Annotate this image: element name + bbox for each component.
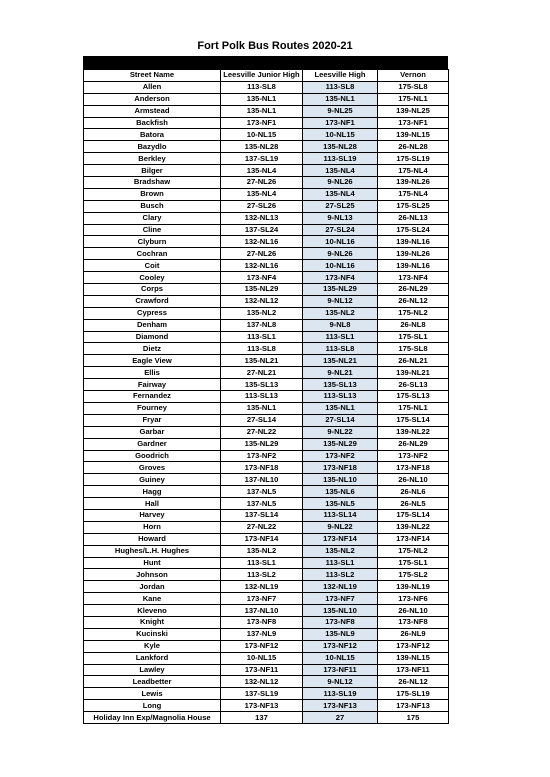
- table-row: [84, 81, 449, 93]
- junior-high-route-cell: 137-NL5: [221, 486, 303, 498]
- street-name-cell: Denham: [84, 319, 221, 331]
- vernon-route-cell: 175-SL1: [378, 557, 449, 569]
- table-row: [84, 319, 449, 331]
- vernon-route-cell: 26-NL21: [378, 355, 449, 367]
- table-row: [84, 93, 449, 105]
- junior-high-route-cell: 135-NL29: [221, 438, 303, 450]
- high-school-route-cell: 135-NL21: [303, 355, 378, 367]
- street-name-cell: Gardner: [84, 438, 221, 450]
- junior-high-route-cell: 137-NL10: [221, 605, 303, 617]
- high-school-route-cell: 113-SL2: [303, 569, 378, 581]
- junior-high-route-cell: 135-NL4: [221, 188, 303, 200]
- high-school-route-cell: 173-NF18: [303, 462, 378, 474]
- vernon-route-cell: 175-SL8: [378, 343, 449, 355]
- street-name-cell: Knight: [84, 616, 221, 628]
- high-school-route-cell: 173-NF7: [303, 593, 378, 605]
- vernon-route-cell: 175-SL13: [378, 391, 449, 403]
- junior-high-route-cell: 137-SL19: [221, 688, 303, 700]
- page-title: Fort Polk Bus Routes 2020-21: [197, 40, 353, 52]
- vernon-route-cell: 139-NL21: [378, 367, 449, 379]
- vernon-route-cell: 173-NF14: [378, 533, 449, 545]
- vernon-route-cell: 175-SL14: [378, 509, 449, 521]
- junior-high-route-cell: 173-NF18: [221, 462, 303, 474]
- high-school-route-cell: 173-NF11: [303, 664, 378, 676]
- high-school-route-cell: 10-NL16: [303, 260, 378, 272]
- street-name-cell: Cooley: [84, 272, 221, 284]
- table-row: [84, 545, 449, 557]
- street-name-cell: Hall: [84, 498, 221, 510]
- table-row: [84, 153, 449, 165]
- vernon-route-cell: 139-NL22: [378, 521, 449, 533]
- vernon-route-cell: 139-NL16: [378, 260, 449, 272]
- table-row: [84, 557, 449, 569]
- vernon-route-cell: 26-NL13: [378, 212, 449, 224]
- table-row: [84, 605, 449, 617]
- junior-high-route-cell: 113-SL13: [221, 391, 303, 403]
- vernon-route-cell: 173-NF18: [378, 462, 449, 474]
- street-name-cell: Berkley: [84, 153, 221, 165]
- high-school-route-cell: 9-NL21: [303, 367, 378, 379]
- junior-high-route-cell: 113-SL2: [221, 569, 303, 581]
- street-name-cell: Allen: [84, 81, 221, 93]
- table-row: [84, 533, 449, 545]
- street-name-cell: Goodrich: [84, 450, 221, 462]
- table-row: [84, 165, 449, 177]
- junior-high-route-cell: 27-SL26: [221, 200, 303, 212]
- table-row: [84, 521, 449, 533]
- header-row: [84, 70, 449, 82]
- high-school-route-cell: 135-NL10: [303, 474, 378, 486]
- street-name-cell: Lankford: [84, 652, 221, 664]
- high-school-route-cell: 173-NF8: [303, 616, 378, 628]
- junior-high-route-cell: 27-NL26: [221, 177, 303, 189]
- table-row: [84, 177, 449, 189]
- street-name-cell: Leadbetter: [84, 676, 221, 688]
- street-name-cell: Fryar: [84, 414, 221, 426]
- vernon-route-cell: 26-NL29: [378, 284, 449, 296]
- vernon-route-cell: 175-NL4: [378, 165, 449, 177]
- table-row: [84, 224, 449, 236]
- junior-high-route-cell: 173-NF11: [221, 664, 303, 676]
- table-row: [84, 272, 449, 284]
- high-school-route-cell: 9-NL22: [303, 521, 378, 533]
- street-name-cell: Brown: [84, 188, 221, 200]
- vernon-route-cell: 26-NL10: [378, 474, 449, 486]
- table-row: [84, 450, 449, 462]
- high-school-route-cell: 10-NL16: [303, 236, 378, 248]
- vernon-route-cell: 139-NL26: [378, 177, 449, 189]
- junior-high-route-cell: 132-NL16: [221, 260, 303, 272]
- vernon-route-cell: 175-NL2: [378, 545, 449, 557]
- high-school-route-cell: 9-NL12: [303, 295, 378, 307]
- junior-high-route-cell: 113-SL8: [221, 343, 303, 355]
- table-row: [84, 402, 449, 414]
- high-school-route-cell: 9-NL13: [303, 212, 378, 224]
- junior-high-route-cell: 27-NL21: [221, 367, 303, 379]
- table-row: [84, 391, 449, 403]
- street-name-cell: Groves: [84, 462, 221, 474]
- junior-high-route-cell: 27-NL22: [221, 521, 303, 533]
- street-name-cell: Eagle View: [84, 355, 221, 367]
- table-row: [84, 367, 449, 379]
- header-black-bar: [83, 56, 448, 69]
- vernon-route-cell: 139-NL16: [378, 236, 449, 248]
- table-row: [84, 664, 449, 676]
- high-school-route-cell: 113-SL1: [303, 557, 378, 569]
- junior-high-route-cell: 10-NL15: [221, 652, 303, 664]
- table-row: [84, 355, 449, 367]
- vernon-route-cell: 26-NL8: [378, 319, 449, 331]
- junior-high-route-cell: 132-NL16: [221, 236, 303, 248]
- vernon-route-cell: 173-NF11: [378, 664, 449, 676]
- table-row: [84, 331, 449, 343]
- street-name-cell: Busch: [84, 200, 221, 212]
- street-name-cell: Garbar: [84, 426, 221, 438]
- junior-high-route-cell: 132-NL12: [221, 295, 303, 307]
- street-name-cell: Cochran: [84, 248, 221, 260]
- junior-high-route-cell: 173-NF12: [221, 640, 303, 652]
- street-name-cell: Kane: [84, 593, 221, 605]
- vernon-route-cell: 175-NL1: [378, 93, 449, 105]
- junior-high-route-cell: 137-SL19: [221, 153, 303, 165]
- street-name-cell: Anderson: [84, 93, 221, 105]
- junior-high-route-cell: 135-NL21: [221, 355, 303, 367]
- street-name-cell: Holiday Inn Exp/Magnolia House: [84, 712, 221, 724]
- table-row: [84, 652, 449, 664]
- junior-high-route-cell: 173-NF8: [221, 616, 303, 628]
- junior-high-route-cell: 27-SL14: [221, 414, 303, 426]
- street-name-cell: Hunt: [84, 557, 221, 569]
- high-school-route-cell: 113-SL8: [303, 81, 378, 93]
- table-row: [84, 569, 449, 581]
- table-row: [84, 498, 449, 510]
- street-name-cell: Batora: [84, 129, 221, 141]
- street-name-cell: Harvey: [84, 509, 221, 521]
- street-name-cell: Fernandez: [84, 391, 221, 403]
- vernon-route-cell: 175-SL24: [378, 224, 449, 236]
- high-school-route-cell: 27-SL14: [303, 414, 378, 426]
- vernon-route-cell: 173-NF12: [378, 640, 449, 652]
- junior-high-route-cell: 173-NF1: [221, 117, 303, 129]
- junior-high-route-cell: 137-NL10: [221, 474, 303, 486]
- high-school-route-cell: 113-SL8: [303, 343, 378, 355]
- high-school-route-cell: 113-SL1: [303, 331, 378, 343]
- junior-high-route-cell: 137-SL24: [221, 224, 303, 236]
- vernon-route-cell: 173-NF2: [378, 450, 449, 462]
- street-name-cell: Lewis: [84, 688, 221, 700]
- table-row: [84, 616, 449, 628]
- junior-high-route-cell: 113-SL1: [221, 557, 303, 569]
- vernon-route-cell: 26-NL5: [378, 498, 449, 510]
- table-row: [84, 438, 449, 450]
- vernon-route-cell: 26-NL12: [378, 295, 449, 307]
- vernon-route-cell: 175: [378, 712, 449, 724]
- high-school-route-cell: 9-NL22: [303, 426, 378, 438]
- vernon-route-cell: 173-NF1: [378, 117, 449, 129]
- street-name-cell: Armstead: [84, 105, 221, 117]
- high-school-route-cell: 135-NL5: [303, 498, 378, 510]
- junior-high-route-cell: 135-SL13: [221, 379, 303, 391]
- junior-high-route-cell: 173-NF4: [221, 272, 303, 284]
- table-row: [84, 212, 449, 224]
- bus-routes-table: [83, 69, 449, 724]
- high-school-route-cell: 27-SL24: [303, 224, 378, 236]
- street-name-cell: Kyle: [84, 640, 221, 652]
- junior-high-route-cell: 173-NF13: [221, 700, 303, 712]
- street-name-cell: Jordan: [84, 581, 221, 593]
- table-row: [84, 509, 449, 521]
- junior-high-route-cell: 27-NL22: [221, 426, 303, 438]
- junior-high-route-cell: 132-NL13: [221, 212, 303, 224]
- street-name-cell: Diamond: [84, 331, 221, 343]
- table-row: [84, 200, 449, 212]
- table-row: [84, 414, 449, 426]
- street-name-cell: Crawford: [84, 295, 221, 307]
- junior-high-route-cell: 135-NL4: [221, 165, 303, 177]
- high-school-route-cell: 173-NF4: [303, 272, 378, 284]
- table-row: [84, 486, 449, 498]
- street-name-cell: Hughes/L.H. Hughes: [84, 545, 221, 557]
- junior-high-route-cell: 113-SL8: [221, 81, 303, 93]
- high-school-route-cell: 135-NL4: [303, 165, 378, 177]
- street-name-cell: Ellis: [84, 367, 221, 379]
- vernon-route-cell: 139-NL19: [378, 581, 449, 593]
- high-school-route-cell: 135-NL28: [303, 141, 378, 153]
- table-row: [84, 284, 449, 296]
- table-row: [84, 117, 449, 129]
- junior-high-route-cell: 173-NF14: [221, 533, 303, 545]
- junior-high-route-cell: 135-NL1: [221, 402, 303, 414]
- street-name-cell: Dietz: [84, 343, 221, 355]
- table-row: [84, 474, 449, 486]
- vernon-route-cell: 139-NL26: [378, 248, 449, 260]
- table-row: [84, 462, 449, 474]
- high-school-route-cell: 10-NL15: [303, 652, 378, 664]
- high-school-route-cell: 135-NL1: [303, 402, 378, 414]
- street-name-cell: Lawley: [84, 664, 221, 676]
- vernon-route-cell: 26-NL29: [378, 438, 449, 450]
- vernon-route-cell: 173-NF4: [378, 272, 449, 284]
- vernon-route-cell: 26-NL12: [378, 676, 449, 688]
- vernon-route-cell: 175-SL25: [378, 200, 449, 212]
- street-name-cell: Guiney: [84, 474, 221, 486]
- column-header-leesville-junior-high: Leesville Junior High: [221, 70, 303, 82]
- table-row: [84, 343, 449, 355]
- vernon-route-cell: 175-NL2: [378, 307, 449, 319]
- junior-high-route-cell: 135-NL1: [221, 105, 303, 117]
- high-school-route-cell: 135-NL2: [303, 307, 378, 319]
- junior-high-route-cell: 135-NL28: [221, 141, 303, 153]
- junior-high-route-cell: 10-NL15: [221, 129, 303, 141]
- junior-high-route-cell: 132-NL19: [221, 581, 303, 593]
- high-school-route-cell: 173-NF2: [303, 450, 378, 462]
- table-row: [84, 260, 449, 272]
- high-school-route-cell: 135-NL29: [303, 284, 378, 296]
- vernon-route-cell: 139-NL22: [378, 426, 449, 438]
- street-name-cell: Backfish: [84, 117, 221, 129]
- column-header-street-name: Street Name: [84, 70, 221, 82]
- street-name-cell: Clyburn: [84, 236, 221, 248]
- street-name-cell: Clary: [84, 212, 221, 224]
- street-name-cell: Howard: [84, 533, 221, 545]
- table-row: [84, 141, 449, 153]
- street-name-cell: Coit: [84, 260, 221, 272]
- junior-high-route-cell: 113-SL1: [221, 331, 303, 343]
- street-name-cell: Fairway: [84, 379, 221, 391]
- vernon-route-cell: 175-SL2: [378, 569, 449, 581]
- junior-high-route-cell: 137-NL8: [221, 319, 303, 331]
- high-school-route-cell: 113-SL14: [303, 509, 378, 521]
- junior-high-route-cell: 173-NF7: [221, 593, 303, 605]
- table-row: [84, 129, 449, 141]
- high-school-route-cell: 9-NL25: [303, 105, 378, 117]
- high-school-route-cell: 113-SL19: [303, 153, 378, 165]
- table-row: [84, 593, 449, 605]
- street-name-cell: Cline: [84, 224, 221, 236]
- junior-high-route-cell: 135-NL2: [221, 545, 303, 557]
- high-school-route-cell: 27-SL25: [303, 200, 378, 212]
- street-name-cell: Horn: [84, 521, 221, 533]
- vernon-route-cell: 26-NL10: [378, 605, 449, 617]
- junior-high-route-cell: 135-NL1: [221, 93, 303, 105]
- high-school-route-cell: 135-NL1: [303, 93, 378, 105]
- bus-routes-table-container: [83, 56, 448, 724]
- high-school-route-cell: 27: [303, 712, 378, 724]
- high-school-route-cell: 173-NF1: [303, 117, 378, 129]
- street-name-cell: Kucinski: [84, 628, 221, 640]
- high-school-route-cell: 9-NL8: [303, 319, 378, 331]
- street-name-cell: Long: [84, 700, 221, 712]
- junior-high-route-cell: 137-NL9: [221, 628, 303, 640]
- table-row: [84, 307, 449, 319]
- vernon-route-cell: 26-NL28: [378, 141, 449, 153]
- vernon-route-cell: 175-NL1: [378, 402, 449, 414]
- high-school-route-cell: 132-NL19: [303, 581, 378, 593]
- high-school-route-cell: 135-NL6: [303, 486, 378, 498]
- vernon-route-cell: 26-SL13: [378, 379, 449, 391]
- table-row: [84, 426, 449, 438]
- vernon-route-cell: 175-NL4: [378, 188, 449, 200]
- junior-high-route-cell: 173-NF2: [221, 450, 303, 462]
- high-school-route-cell: 113-SL19: [303, 688, 378, 700]
- vernon-route-cell: 139-NL25: [378, 105, 449, 117]
- high-school-route-cell: 173-NF14: [303, 533, 378, 545]
- table-row: [84, 688, 449, 700]
- high-school-route-cell: 135-NL2: [303, 545, 378, 557]
- table-body: [84, 81, 449, 723]
- table-row: [84, 379, 449, 391]
- vernon-route-cell: 175-SL1: [378, 331, 449, 343]
- street-name-cell: Corps: [84, 284, 221, 296]
- vernon-route-cell: 173-NF8: [378, 616, 449, 628]
- junior-high-route-cell: 27-NL26: [221, 248, 303, 260]
- high-school-route-cell: 10-NL15: [303, 129, 378, 141]
- high-school-route-cell: 135-NL10: [303, 605, 378, 617]
- junior-high-route-cell: 135-NL29: [221, 284, 303, 296]
- street-name-cell: Fourney: [84, 402, 221, 414]
- table-row: [84, 581, 449, 593]
- table-row: [84, 712, 449, 724]
- vernon-route-cell: 173-NF13: [378, 700, 449, 712]
- high-school-route-cell: 135-SL13: [303, 379, 378, 391]
- vernon-route-cell: 175-SL14: [378, 414, 449, 426]
- table-row: [84, 628, 449, 640]
- table-row: [84, 295, 449, 307]
- junior-high-route-cell: 135-NL2: [221, 307, 303, 319]
- high-school-route-cell: 135-NL4: [303, 188, 378, 200]
- street-name-cell: Bradshaw: [84, 177, 221, 189]
- column-header-leesville-high: Leesville High: [303, 70, 378, 82]
- table-row: [84, 236, 449, 248]
- street-name-cell: Kleveno: [84, 605, 221, 617]
- vernon-route-cell: 175-SL8: [378, 81, 449, 93]
- vernon-route-cell: 175-SL19: [378, 153, 449, 165]
- high-school-route-cell: 9-NL26: [303, 177, 378, 189]
- vernon-route-cell: 139-NL15: [378, 652, 449, 664]
- vernon-route-cell: 173-NF6: [378, 593, 449, 605]
- table-row: [84, 640, 449, 652]
- vernon-route-cell: 26-NL9: [378, 628, 449, 640]
- vernon-route-cell: 26-NL6: [378, 486, 449, 498]
- junior-high-route-cell: 137: [221, 712, 303, 724]
- column-header-vernon: Vernon: [378, 70, 449, 82]
- table-row: [84, 248, 449, 260]
- junior-high-route-cell: 137-NL5: [221, 498, 303, 510]
- junior-high-route-cell: 137-SL14: [221, 509, 303, 521]
- street-name-cell: Bilger: [84, 165, 221, 177]
- high-school-route-cell: 113-SL13: [303, 391, 378, 403]
- high-school-route-cell: 173-NF12: [303, 640, 378, 652]
- street-name-cell: Johnson: [84, 569, 221, 581]
- table-row: [84, 188, 449, 200]
- table-row: [84, 700, 449, 712]
- high-school-route-cell: 135-NL9: [303, 628, 378, 640]
- street-name-cell: Cypress: [84, 307, 221, 319]
- street-name-cell: Hagg: [84, 486, 221, 498]
- vernon-route-cell: 175-SL19: [378, 688, 449, 700]
- high-school-route-cell: 9-NL26: [303, 248, 378, 260]
- vernon-route-cell: 139-NL15: [378, 129, 449, 141]
- street-name-cell: Bazydlo: [84, 141, 221, 153]
- junior-high-route-cell: 132-NL12: [221, 676, 303, 688]
- high-school-route-cell: 9-NL12: [303, 676, 378, 688]
- table-row: [84, 676, 449, 688]
- high-school-route-cell: 173-NF13: [303, 700, 378, 712]
- table-row: [84, 105, 449, 117]
- high-school-route-cell: 135-NL29: [303, 438, 378, 450]
